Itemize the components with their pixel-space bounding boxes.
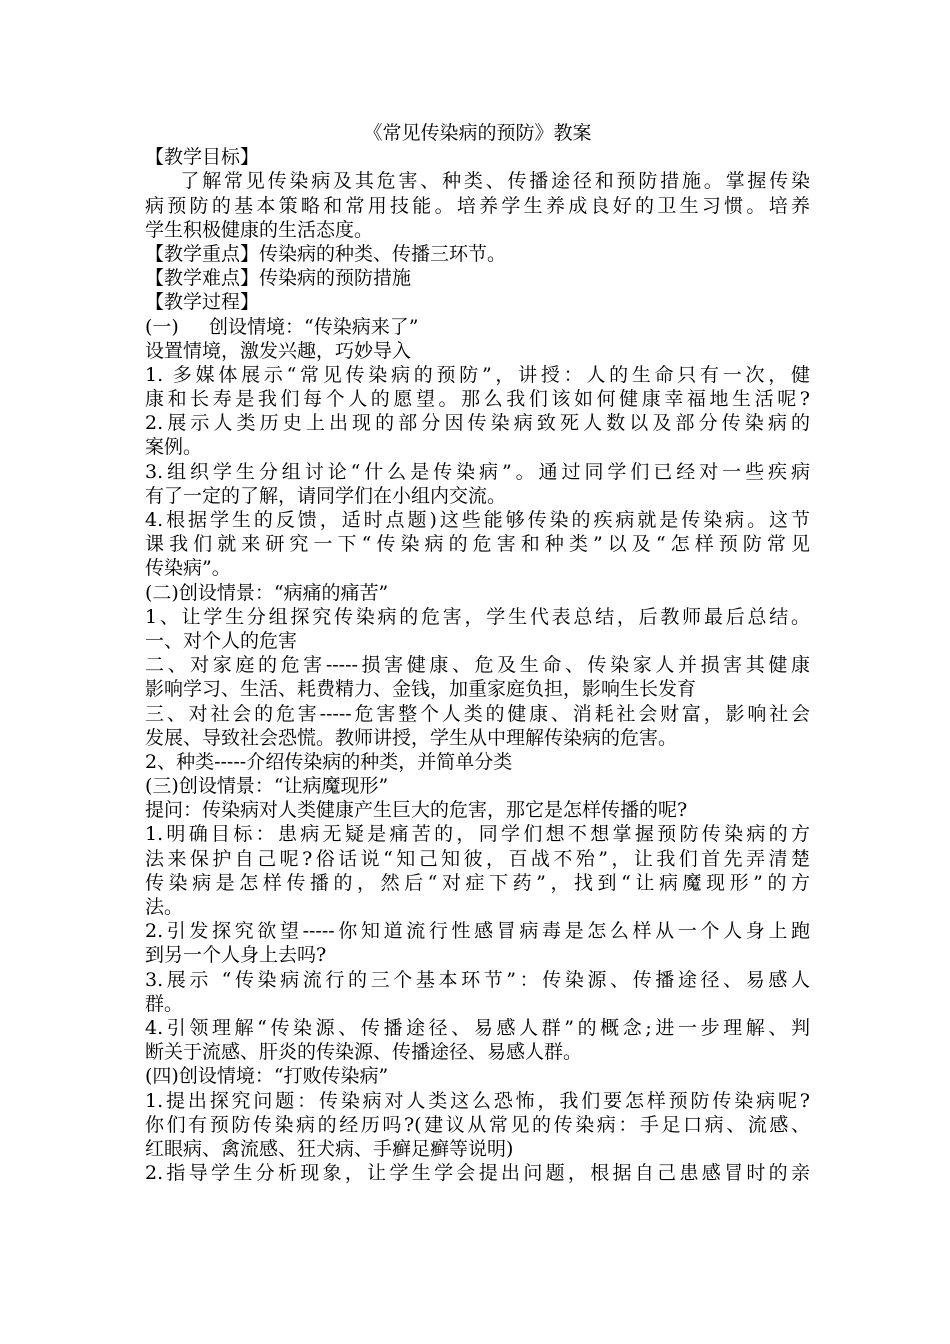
text-line: 二、对家庭的危害-----损害健康、危及生命、传染家人并损害其健康 (145, 654, 810, 677)
text-line: 康和长寿是我们每个人的愿望。那么我们该如何健康幸福地生活呢? (145, 388, 810, 411)
text-line: 影响学习、生活、耗费精力、金钱，加重家庭负担，影响生长发育 (145, 678, 697, 701)
text-line: 你们有预防传染病的经历吗?(建议从常见的传染病：手足口病、流感、 (145, 1113, 810, 1136)
text-line: 2.指导学生分析现象，让学生学会提出问题，根据自己患感冒时的亲 (145, 1162, 810, 1185)
text-line: 了解常见传染病及其危害、种类、传播途径和预防措施。掌握传染 (145, 170, 810, 193)
text-line: 一、对个人的危害 (145, 629, 298, 652)
text-line: 法来保护自己呢?俗话说“知己知彼，百战不殆”，让我们首先弄清楚 (145, 847, 810, 870)
text-line: 有了一定的了解，请同学们在小组内交流。 (145, 484, 507, 507)
text-line: 三、对社会的危害-----危害整个人类的健康、消耗社会财富，影响社会 (145, 702, 810, 725)
document-title: 《常见传染病的预防》教案 (363, 122, 592, 144)
text-line: 发展、导致社会恐慌。教师讲授，学生从中理解传染病的危害。 (145, 726, 678, 749)
text-line: 3.组织学生分组讨论“什么是传染病”。通过同学们已经对一些疾病 (145, 460, 810, 483)
text-line: 2.展示人类历史上出现的部分因传染病致死人数以及部分传染病的 (145, 412, 810, 435)
text-line: 【教学难点】传染病的预防措施 (145, 267, 412, 290)
text-line: 传染病”。 (145, 557, 231, 580)
text-line: 2.引发探究欲望-----你知道流行性感冒病毒是怎么样从一个人身上跑 (145, 920, 810, 943)
text-line: 2、种类-----介绍传染病的种类，并简单分类 (145, 750, 513, 773)
text-line: 3.展示 “传染病流行的三个基本环节”：传染源、传播途径、易感人 (145, 968, 810, 991)
text-line: 病预防的基本策略和常用技能。培养学生养成良好的卫生习惯。培养 (145, 194, 810, 217)
text-line: (二)创设情景：“病痛的痛苦” (145, 581, 389, 604)
text-line: 【教学重点】传染病的种类、传播三环节。 (145, 242, 507, 265)
document-page (145, 121, 810, 1185)
text-line: 学生积极健康的生活态度。 (145, 218, 374, 241)
text-line: 【教学目标】 (145, 146, 260, 169)
text-line: 1.提出探究问题：传染病对人类这么恐怖，我们要怎样预防传染病呢? (145, 1089, 810, 1112)
text-line: 法。 (145, 896, 184, 918)
text-line: 红眼病、禽流感、狂犬病、手癣足癣等说明) (145, 1137, 514, 1160)
text-line: 提问：传染病对人类健康产生巨大的危害，那它是怎样传播的呢? (145, 799, 688, 822)
text-line: (三)创设情景：“让病魔现形” (145, 775, 389, 798)
text-line: 设置情境，激发兴趣，巧妙导入 (145, 339, 412, 362)
text-line: 4.引领理解“传染源、传播途径、易感人群”的概念;进一步理解、判 (145, 1016, 810, 1039)
text-line: (四)创设情境：“打败传染病” (145, 1065, 389, 1088)
text-line: 【教学过程】 (145, 291, 260, 314)
text-line: 到另一个人身上去吗? (145, 944, 327, 967)
text-line: 群。 (145, 992, 184, 1015)
text-line: 课我们就来研究一下“传染病的危害和种类”以及“怎样预防常见 (145, 533, 810, 556)
text-line: 1.明确目标：患病无疑是痛苦的，同学们想不想掌握预防传染病的方 (145, 823, 810, 846)
text-line: 传染病是怎样传播的，然后“对症下药”，找到“让病魔现形”的方 (145, 871, 810, 894)
document-body (145, 145, 810, 1185)
text-line: 1. 多媒体展示“常见传染病的预防”，讲授：人的生命只有一次，健 (145, 363, 810, 386)
text-line: 1、让学生分组探究传染病的危害，学生代表总结，后教师最后总结。 (145, 605, 810, 628)
text-line: (一) 创设情境：“传染病来了” (145, 315, 419, 338)
text-line: 案例。 (145, 436, 203, 459)
text-line: 4.根据学生的反馈，适时点题)这些能够传染的疾病就是传染病。这节 (145, 509, 810, 531)
text-line: 断关于流感、肝炎的传染源、传播途径、易感人群。 (145, 1041, 583, 1064)
